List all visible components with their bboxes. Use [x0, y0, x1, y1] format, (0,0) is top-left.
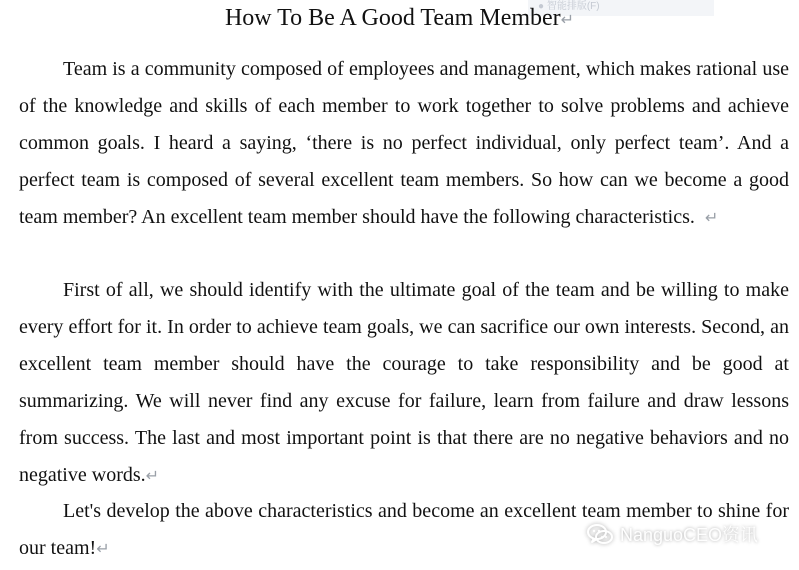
paragraph-2-text: First of all, we should identify with the ultimate goal of the team and be willing to make every effort for it. In order to achieve team goals, we can sacrifice our own interests. Second, an excellent team member should have the courage to take responsibility and be good at summarizing. We will never find any excuse for failure, learn from failure and draw lessons from success. The last and most important point is that there are no negative behaviors and no negative words.: [19, 279, 789, 486]
paragraph-2: [19, 272, 789, 494]
paragraph-3-text: Let's develop the above characteristics and become an excellent team member to shine for our team!: [19, 500, 789, 559]
paragraph-mark-icon: ↵: [96, 539, 110, 558]
wechat-icon: [586, 522, 614, 546]
paragraph-mark-icon: ↵: [145, 466, 160, 485]
ghost-toolbar-label: ● 智能排版(F): [528, 0, 714, 16]
document-title: [0, 3, 799, 35]
watermark-text: NanguoCEO资讯: [620, 525, 759, 545]
paragraph-mark-icon: ↵: [560, 10, 575, 29]
document-title-text: How To Be A Good Team Member: [224, 5, 561, 31]
paragraph-mark-icon: ↵: [704, 208, 719, 227]
watermark: [586, 518, 758, 550]
paragraph-1-text: Team is a community composed of employees and management, which makes rational use of the knowledge and skills of each member to work together to solve problems and achieve common goals. I heard a saying, ‘there is no perfect individual, only perfect team’. And a perfect team is composed of several excellent team members. So how can we become a good team member? An excellent team member should have the following characteristics.: [19, 58, 789, 228]
paragraph-1: [19, 51, 789, 236]
